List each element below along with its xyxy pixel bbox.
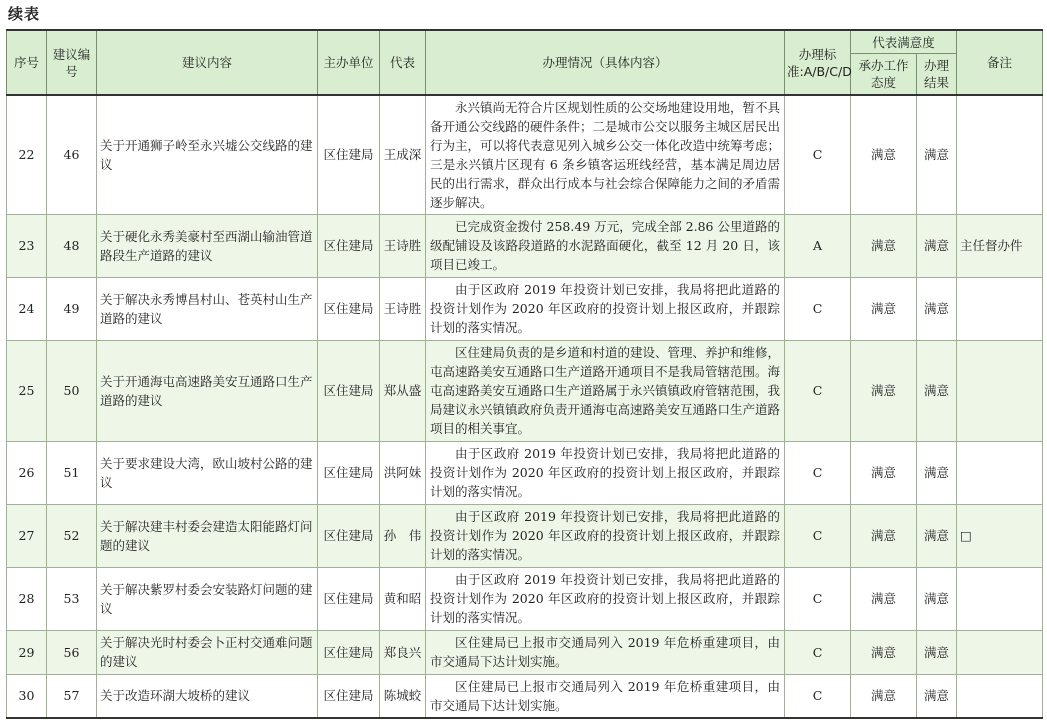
table-row xyxy=(7,630,1043,674)
row-standard: C xyxy=(785,340,851,441)
row-seq: 30 xyxy=(7,674,47,718)
proposal-table xyxy=(6,29,1043,719)
row-content: 关于开通狮子岭至永兴墟公交线路的建议 xyxy=(97,95,318,214)
row-handling: 由于区政府 2019 年投资计划已安排，我局将把此道路的投资计划作为 2020 年区政府的投资计划上报区政府，并跟踪计划的落实情况。 xyxy=(426,441,785,504)
row-sugg-no: 56 xyxy=(47,630,97,674)
row-remark: 主任督办件 xyxy=(957,214,1043,277)
row-content: 关于改造环湖大坡桥的建议 xyxy=(97,674,318,718)
header-sugg-no: 建议编号 xyxy=(47,30,97,95)
table-row xyxy=(7,277,1043,340)
row-result: 满意 xyxy=(917,214,957,277)
row-dept: 区住建局 xyxy=(318,674,380,718)
row-remark xyxy=(957,95,1043,214)
row-result: 满意 xyxy=(917,441,957,504)
row-handling: 区住建局已上报市交通局列入 2019 年危桥重建项目，由市交通局下达计划实施。 xyxy=(426,630,785,674)
row-standard: C xyxy=(785,504,851,567)
table-row xyxy=(7,214,1043,277)
row-sugg-no: 48 xyxy=(47,214,97,277)
row-attitude: 满意 xyxy=(851,674,917,718)
row-remark: □ xyxy=(957,504,1043,567)
row-seq: 26 xyxy=(7,441,47,504)
row-standard: A xyxy=(785,214,851,277)
row-sugg-no: 57 xyxy=(47,674,97,718)
row-content: 关于解决光时村委会卜正村交通难问题的建议 xyxy=(97,630,318,674)
row-content: 关于解决建丰村委会建造太阳能路灯问题的建议 xyxy=(97,504,318,567)
header-satisfaction: 代表满意度 xyxy=(851,30,957,54)
row-standard: C xyxy=(785,630,851,674)
row-remark xyxy=(957,674,1043,718)
row-sugg-no: 49 xyxy=(47,277,97,340)
row-dept: 区住建局 xyxy=(318,340,380,441)
row-handling: 由于区政府 2019 年投资计划已安排，我局将把此道路的投资计划作为 2020 年区政府的投资计划上报区政府，并跟踪计划的落实情况。 xyxy=(426,277,785,340)
row-result: 满意 xyxy=(917,674,957,718)
table-row xyxy=(7,340,1043,441)
table-row xyxy=(7,674,1043,718)
row-content: 关于硬化永秀美豪村至西湖山输油管道路段生产道路的建议 xyxy=(97,214,318,277)
table-row xyxy=(7,95,1043,214)
row-attitude: 满意 xyxy=(851,504,917,567)
row-seq: 27 xyxy=(7,504,47,567)
row-rep: 王诗胜 xyxy=(380,277,426,340)
row-attitude: 满意 xyxy=(851,567,917,630)
row-content: 关于解决永秀博昌村山、苍英村山生产道路的建议 xyxy=(97,277,318,340)
row-dept: 区住建局 xyxy=(318,504,380,567)
row-handling: 由于区政府 2019 年投资计划已安排，我局将把此道路的投资计划作为 2020 年区政府的投资计划上报区政府，并跟踪计划的落实情况。 xyxy=(426,567,785,630)
row-result: 满意 xyxy=(917,630,957,674)
header-handling: 办理情况（具体内容） xyxy=(426,30,785,95)
row-content: 关于解决紫罗村委会安装路灯问题的建议 xyxy=(97,567,318,630)
header-remark: 备注 xyxy=(957,30,1043,95)
row-remark xyxy=(957,630,1043,674)
header-content: 建议内容 xyxy=(97,30,318,95)
row-standard: C xyxy=(785,441,851,504)
row-rep: 郑良兴 xyxy=(380,630,426,674)
table-row xyxy=(7,567,1043,630)
row-result: 满意 xyxy=(917,567,957,630)
row-rep: 陈城蛟 xyxy=(380,674,426,718)
row-result: 满意 xyxy=(917,340,957,441)
row-dept: 区住建局 xyxy=(318,567,380,630)
row-content: 关于要求建设大湾，欧山坡村公路的建议 xyxy=(97,441,318,504)
row-standard: C xyxy=(785,674,851,718)
row-seq: 22 xyxy=(7,95,47,214)
row-dept: 区住建局 xyxy=(318,214,380,277)
row-rep: 王诗胜 xyxy=(380,214,426,277)
row-sugg-no: 50 xyxy=(47,340,97,441)
table-row xyxy=(7,504,1043,567)
row-rep: 洪阿妹 xyxy=(380,441,426,504)
row-handling: 区住建局已上报市交通局列入 2019 年危桥重建项目，由市交通局下达计划实施。 xyxy=(426,674,785,718)
row-attitude: 满意 xyxy=(851,340,917,441)
row-sugg-no: 46 xyxy=(47,95,97,214)
row-sugg-no: 51 xyxy=(47,441,97,504)
row-remark xyxy=(957,567,1043,630)
table-body xyxy=(7,95,1043,718)
row-result: 满意 xyxy=(917,95,957,214)
header-result: 办理结果 xyxy=(917,54,957,96)
row-attitude: 满意 xyxy=(851,630,917,674)
row-rep: 王成深 xyxy=(380,95,426,214)
row-remark xyxy=(957,277,1043,340)
row-dept: 区住建局 xyxy=(318,441,380,504)
row-standard: C xyxy=(785,95,851,214)
row-seq: 24 xyxy=(7,277,47,340)
header-rep: 代表 xyxy=(380,30,426,95)
row-handling: 已完成资金拨付 258.49 万元，完成全部 2.86 公里道路的级配铺设及该路段道路的水泥路面硬化，截至 12 月 20 日，该项目已竣工。 xyxy=(426,214,785,277)
row-dept: 区住建局 xyxy=(318,95,380,214)
row-sugg-no: 52 xyxy=(47,504,97,567)
row-attitude: 满意 xyxy=(851,95,917,214)
row-handling: 由于区政府 2019 年投资计划已安排，我局将把此道路的投资计划作为 2020 年区政府的投资计划上报区政府，并跟踪计划的落实情况。 xyxy=(426,504,785,567)
row-seq: 23 xyxy=(7,214,47,277)
row-attitude: 满意 xyxy=(851,277,917,340)
row-seq: 28 xyxy=(7,567,47,630)
row-handling: 永兴镇尚无符合片区规划性质的公交场地建设用地，暂不具备开通公交线路的硬件条件；二是城市公交以服务主城区居民出行为主，可以将代表意见列入城乡公交一体化改造中统筹考虑；三是永兴镇片区现有 6 条乡镇客运班线经营，基本满足周边居民的出行需求，群众出行成本与社会综合保障能力之间的矛盾需逐步解决。 xyxy=(426,95,785,214)
row-rep: 郑从盛 xyxy=(380,340,426,441)
row-result: 满意 xyxy=(917,504,957,567)
row-standard: C xyxy=(785,277,851,340)
header-seq: 序号 xyxy=(7,30,47,95)
header-attitude: 承办工作态度 xyxy=(851,54,917,96)
header-dept: 主办单位 xyxy=(318,30,380,95)
row-sugg-no: 53 xyxy=(47,567,97,630)
row-rep: 孙 伟 xyxy=(380,504,426,567)
row-attitude: 满意 xyxy=(851,441,917,504)
row-dept: 区住建局 xyxy=(318,630,380,674)
row-seq: 29 xyxy=(7,630,47,674)
row-remark xyxy=(957,441,1043,504)
row-remark xyxy=(957,340,1043,441)
row-content: 关于开通海屯高速路美安互通路口生产道路的建议 xyxy=(97,340,318,441)
row-dept: 区住建局 xyxy=(318,277,380,340)
row-standard: C xyxy=(785,567,851,630)
page-title: 续表 xyxy=(8,5,41,23)
row-attitude: 满意 xyxy=(851,214,917,277)
header-standard: 办理标准:A/B/C/D xyxy=(785,30,851,95)
row-seq: 25 xyxy=(7,340,47,441)
table-row xyxy=(7,441,1043,504)
row-result: 满意 xyxy=(917,277,957,340)
row-handling: 区住建局负责的是乡道和村道的建设、管理、养护和维修，屯高速路美安互通路口生产道路开通项目不是我局管辖范围。海屯高速路美安互通路口生产道路属于永兴镇镇政府管辖范围，我局建议永兴镇镇政府负责开通海屯高速路美安互通路口生产道路项目的相关事宜。 xyxy=(426,340,785,441)
row-rep: 黄和昭 xyxy=(380,567,426,630)
